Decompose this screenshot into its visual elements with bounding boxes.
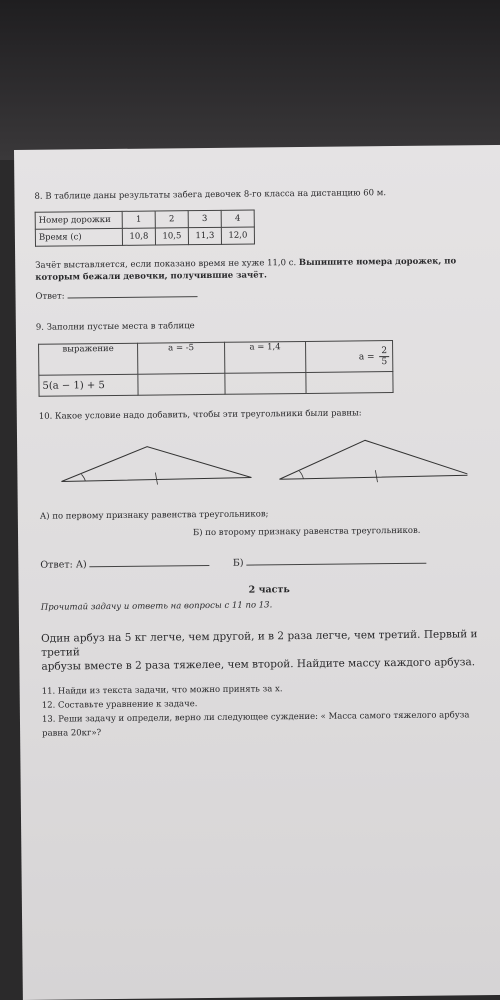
- expression-cell: 5(a − 1) + 5: [39, 374, 138, 396]
- time-cell: 12,0: [221, 227, 254, 244]
- header-a-fraction: [306, 341, 393, 373]
- lane-cell: 3: [188, 210, 221, 227]
- answer-label-a: Ответ: А): [40, 559, 87, 571]
- empty-answer-cell[interactable]: [225, 372, 306, 394]
- lane-cell: 2: [155, 211, 188, 228]
- questions-list: [42, 680, 500, 741]
- table-row: [35, 227, 254, 246]
- fraction-denominator: 5: [381, 356, 388, 367]
- question-13-cont: равна 20кг»?: [42, 728, 102, 739]
- task10-option-a: А) по первому признаку равенства треугольников;: [39, 509, 269, 522]
- part2-instruction: Прочитай задачу и ответь на вопросы с 11 по 13.: [40, 600, 273, 613]
- answer-label-b: Б): [232, 557, 244, 569]
- problem-line-2: арбузы вместе в 2 раза тяжелее, чем второй. Найдите массу каждого арбуза.: [41, 656, 476, 673]
- answer-line-b[interactable]: [247, 563, 427, 566]
- triangles-figure: [47, 433, 468, 497]
- triangle-left: [61, 446, 251, 486]
- answer-label: Ответ:: [35, 291, 65, 302]
- problem-line-1: Один арбуз на 5 кг легче, чем другой, и в 2 раза легче, чем третий. Первый и третий: [41, 628, 478, 659]
- header-expression: выражение: [39, 343, 138, 375]
- empty-answer-cell[interactable]: [138, 373, 225, 395]
- condition-text: Зачёт выставляется, если показано время не хуже 11,0 с.: [35, 258, 299, 271]
- fraction: [379, 346, 389, 367]
- triangle-right: [279, 439, 468, 483]
- task8-condition: [35, 255, 465, 284]
- table-row: [39, 372, 393, 397]
- time-cell: 10,5: [155, 228, 188, 245]
- condition-bold: Выпишите номера дорожек, по: [298, 256, 457, 269]
- task9-table: [38, 340, 394, 397]
- dark-background: [0, 0, 500, 160]
- answer-line-a[interactable]: [90, 565, 210, 567]
- question-11: 11. Найди из текста задачи, что можно принять за x.: [41, 684, 283, 697]
- empty-answer-cell[interactable]: [306, 372, 393, 394]
- row-label-time: Время (с): [35, 228, 122, 246]
- worksheet-page: [14, 145, 500, 1000]
- table-row: [39, 341, 393, 376]
- task8-answer: [35, 290, 197, 302]
- condition-bold-2: которым бежали девочки, получившие зачёт.: [35, 270, 267, 283]
- task9-heading: 9. Заполни пустые места в таблице: [35, 321, 195, 333]
- task8-table: [35, 209, 255, 246]
- fraction-numerator: 2: [379, 346, 389, 357]
- fraction-prefix: a =: [358, 351, 375, 362]
- task10-heading: 10. Какое условие надо добавить, чтобы эти треугольники были равны:: [38, 408, 362, 422]
- header-a-1-4: a = 1,4: [225, 341, 306, 373]
- answer-line[interactable]: [67, 296, 197, 298]
- task10-answer: [40, 556, 426, 571]
- question-13: 13. Реши задачу и определи, верно ли следующее суждение: « Масса самого тяжелого арбуза: [41, 710, 470, 725]
- part2-title: 2 часть: [248, 584, 290, 596]
- row-label-lane: Номер дорожки: [35, 211, 122, 229]
- task8-heading: 8. В таблице даны результаты забега девочек 8-го класса на дистанцию 60 м.: [34, 188, 387, 202]
- problem-text: [41, 627, 500, 674]
- lane-cell: 4: [221, 210, 254, 227]
- lane-cell: 1: [122, 211, 155, 228]
- task10-option-b: Б) по второму признаку равенства треугольников.: [192, 525, 421, 539]
- question-12: 12. Составьте уравнение к задаче.: [41, 699, 198, 711]
- time-cell: 11,3: [188, 227, 221, 244]
- header-a-neg5: a = -5: [138, 342, 225, 374]
- time-cell: 10,8: [122, 228, 155, 245]
